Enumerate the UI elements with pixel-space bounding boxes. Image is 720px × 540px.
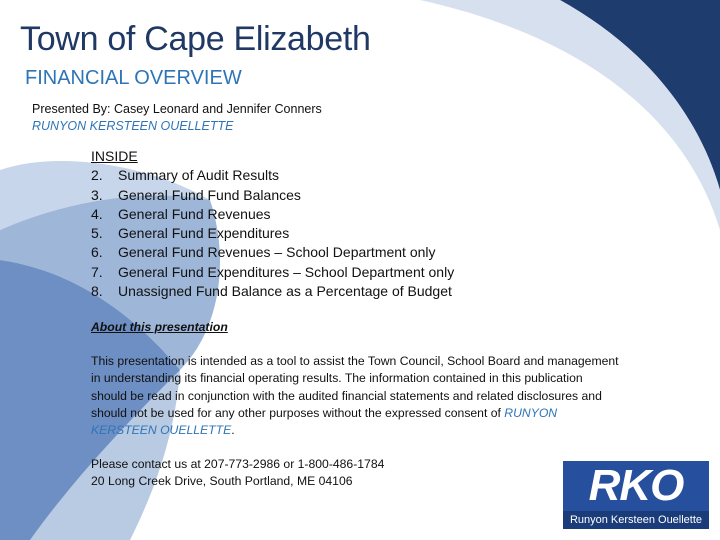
address-line: 20 Long Creek Drive, South Portland, ME 04106 bbox=[91, 474, 353, 489]
contents-list bbox=[91, 147, 454, 301]
firm-name: RUNYON KERSTEEN OUELLETTE bbox=[32, 119, 234, 133]
list-item bbox=[91, 224, 454, 243]
contents-heading: INSIDE bbox=[91, 148, 138, 164]
logo-mark: RKO bbox=[588, 461, 684, 510]
about-paragraph bbox=[91, 353, 621, 439]
list-item-number: 3. bbox=[91, 186, 103, 203]
about-text: This presentation is intended as a tool to assist the Town Council, School Board and management in understanding its financial operating results. The information contained in this publication should be read in conjunction with the audited financial statements and related disclosures and should not be used for any other purposes without the expressed consent of bbox=[91, 354, 619, 420]
list-item-number: 4. bbox=[91, 205, 103, 222]
about-section bbox=[91, 319, 621, 491]
list-item-number: 2. bbox=[91, 167, 103, 184]
list-item-number: 5. bbox=[91, 225, 103, 242]
list-item-number: 8. bbox=[91, 283, 103, 300]
list-item-label: General Fund Revenues bbox=[118, 205, 271, 222]
list-item bbox=[91, 205, 454, 224]
list-item-label: General Fund Expenditures – School Department only bbox=[118, 263, 455, 280]
list-item-label: General Fund Revenues – School Department only bbox=[118, 244, 436, 261]
about-heading: About this presentation bbox=[91, 320, 228, 334]
list-item-label: Unassigned Fund Balance as a Percentage of Budget bbox=[118, 283, 452, 300]
rko-logo bbox=[563, 461, 709, 529]
list-item bbox=[91, 166, 454, 185]
list-item bbox=[91, 263, 454, 282]
about-firm-name: RUNYON KERSTEEN OUELLETTE bbox=[91, 405, 558, 438]
list-item bbox=[91, 282, 454, 301]
list-item-number: 7. bbox=[91, 263, 103, 280]
contact-line: Please contact us at 207-773-2986 or 1-800-486-1784 bbox=[91, 457, 385, 472]
list-item-label: General Fund Expenditures bbox=[118, 225, 290, 242]
logo-caption: Runyon Kersteen Ouellette bbox=[569, 514, 703, 526]
slide-title: Town of Cape Elizabeth bbox=[20, 20, 371, 58]
list-item-label: General Fund Fund Balances bbox=[118, 186, 301, 203]
list-item-label: Summary of Audit Results bbox=[118, 167, 280, 184]
about-period: . bbox=[231, 423, 235, 438]
list-item bbox=[91, 243, 454, 262]
list-item-number: 6. bbox=[91, 244, 103, 261]
presenters: Presented By: Casey Leonard and Jennifer Conners bbox=[32, 102, 322, 116]
slide-subtitle: FINANCIAL OVERVIEW bbox=[25, 67, 242, 89]
list-item bbox=[91, 186, 454, 205]
